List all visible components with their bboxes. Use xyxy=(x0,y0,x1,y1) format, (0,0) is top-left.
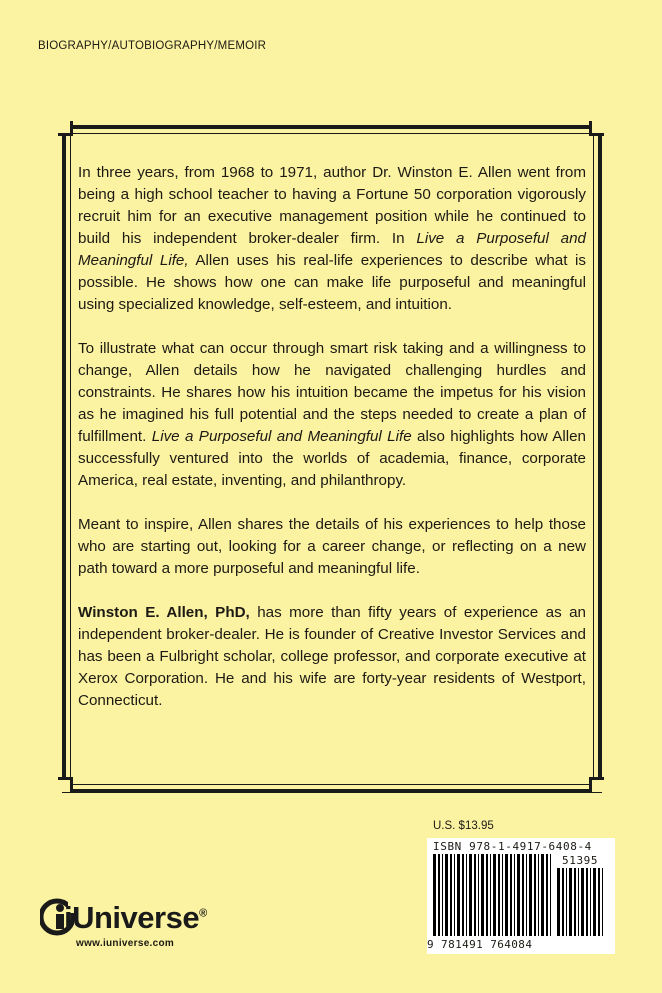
back-cover-text xyxy=(78,162,586,712)
barcode-bar xyxy=(541,854,544,936)
barcode-bar xyxy=(490,854,491,936)
barcode-bar xyxy=(466,854,467,936)
barcode-bar xyxy=(590,868,591,936)
barcode-bar xyxy=(569,868,572,936)
barcode-bar xyxy=(546,854,548,936)
barcode-bar xyxy=(469,854,472,936)
isbn-number: ISBN 978-1-4917-6408-4 xyxy=(433,840,592,853)
text-span: has more than fifty years of experience as an independent broker-dealer. He is founder of Creative Investor Services and has been a Fulbright scholar, college professor, and corporate executive at Xerox Corporation. He and his wife are forty-year residents of Westport, Connecticut. xyxy=(78,604,586,709)
barcode-bar xyxy=(562,868,564,936)
barcode-bar xyxy=(502,854,503,936)
frame-corner xyxy=(589,121,604,136)
barcode-bar xyxy=(557,868,560,936)
barcode-bar xyxy=(481,854,484,936)
publisher-logo-wordmark xyxy=(64,900,207,936)
category-label: BIOGRAPHY/AUTOBIOGRAPHY/MEMOIR xyxy=(38,40,267,52)
price-label: U.S. $13.95 xyxy=(433,820,494,832)
publisher-url: www.iuniverse.com xyxy=(76,938,175,949)
description-paragraph-3: Meant to inspire, Allen shares the details of his experiences to help those who are starting out, looking for a career change, or reflecting on a new path toward a more purposeful and meaningful life. xyxy=(78,516,586,577)
text-span: In three years, from 1968 to 1971, author Dr. Winston E. Allen went from being a high school teacher to having a Fortune 50 corporation vigorously recruit him for an executive management position while he continued to build his independent broker-dealer firm. In xyxy=(78,164,586,247)
description-paragraph-2 xyxy=(78,338,586,492)
barcode-bar xyxy=(514,854,515,936)
barcode-bar xyxy=(478,854,479,936)
author-name: Winston E. Allen, PhD, xyxy=(78,604,250,621)
barcode-bar xyxy=(598,868,600,936)
barcode-bar xyxy=(581,868,584,936)
barcode-bar xyxy=(474,854,476,936)
text-span: To illustrate what can occur through smart risk taking and a willingness to change, Allen details how he navigated challenging hurdles and constraints. He shares how his intuition became the impetus for his vision as he imagined his full potential and the steps needed to create a plan of fulfillment. xyxy=(78,340,586,445)
barcode-bar xyxy=(578,868,579,936)
barcode-bar xyxy=(510,854,512,936)
barcode-bar xyxy=(450,854,452,936)
barcode-bar xyxy=(493,854,496,936)
barcode-bar xyxy=(593,868,596,936)
book-title-italic: Live a Purposeful and Meaningful Life xyxy=(151,428,412,445)
ean-barcode-bars xyxy=(433,854,555,938)
barcode-bar xyxy=(505,854,508,936)
barcode-bar xyxy=(586,868,588,936)
barcode-bar xyxy=(538,854,539,936)
barcode-bar xyxy=(486,854,488,936)
isbn-barcode xyxy=(427,838,615,954)
text-span: Allen uses his real-life experiences to describe what is possible. He shows how one can make life purposeful and meaningful using specialized knowledge, self-esteem, and intuition. xyxy=(78,252,586,313)
author-bio xyxy=(78,602,586,712)
barcode-bar xyxy=(433,854,436,936)
barcode-bar xyxy=(438,854,440,936)
barcode-bar xyxy=(454,854,455,936)
barcode-bar xyxy=(522,854,524,936)
barcode-bar xyxy=(602,868,603,936)
book-title-italic: Live a Purposeful and Meaningful Life, xyxy=(78,230,586,269)
barcode-bar xyxy=(442,854,443,936)
frame-corner xyxy=(58,777,73,792)
barcode-bar xyxy=(526,854,527,936)
barcode-bar xyxy=(529,854,532,936)
frame-corner xyxy=(589,777,604,792)
registered-mark: ® xyxy=(199,907,207,920)
text-span: also highlights how Allen successfully ventured into the worlds of academia, finance, corporate America, real estate, inventing, and philanthropy. xyxy=(78,428,586,489)
price-code: 51395 xyxy=(562,854,599,867)
barcode-bar xyxy=(574,868,576,936)
frame-corner xyxy=(58,121,73,136)
barcode-bar xyxy=(498,854,500,936)
ean-digits: 9 781491 764084 xyxy=(427,938,533,951)
barcode-bar xyxy=(566,868,567,936)
barcode-bar xyxy=(462,854,464,936)
barcode-bar xyxy=(550,854,551,936)
addon-barcode-bars xyxy=(557,868,609,938)
barcode-bar xyxy=(517,854,520,936)
description-paragraph-1 xyxy=(78,162,586,316)
publisher-name: iUniverse xyxy=(64,900,200,935)
barcode-bar xyxy=(534,854,536,936)
barcode-bar xyxy=(457,854,460,936)
barcode-bar xyxy=(445,854,448,936)
